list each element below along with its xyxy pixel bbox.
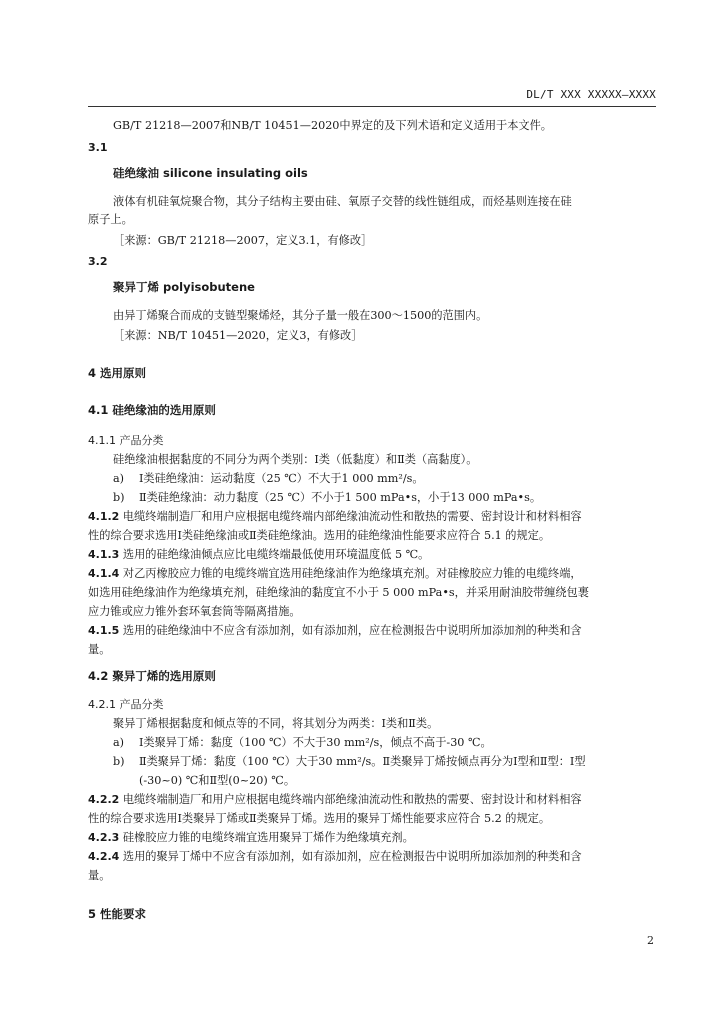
term-name-polyisobutene: 聚异丁烯 polyisobutene	[113, 280, 255, 294]
list-text: Ⅰ类硅绝缘油：运动黏度（25 ℃）不大于1 000 mm²/s。	[139, 472, 424, 485]
list-text: Ⅰ类聚异丁烯：黏度（100 ℃）不大于30 mm²/s，倾点不高于-30 ℃。	[139, 736, 492, 749]
document-code-header: DL/T XXX XXXXX—XXXX	[526, 88, 656, 101]
clause-number: 4.2.4	[88, 850, 120, 863]
clause-4-2-4-line-2: 量。	[88, 869, 111, 882]
clause-4-1-4-line-1	[88, 566, 654, 581]
clause-text: 电缆终端制造厂和用户应根据电缆终端内部绝缘油流动性和散热的需要、密封设计和材料相容	[122, 793, 582, 806]
clause-text: 选用的聚异丁烯中不应含有添加剂，如有添加剂，应在检测报告中说明所加添加剂的种类和含	[122, 850, 582, 863]
list-item-a	[113, 735, 654, 750]
header-rule	[88, 106, 656, 107]
clause-text: 对乙丙橡胶应力锥的电缆终端宜选用硅绝缘油作为绝缘填充剂。对硅橡胶应力锥的电缆终端，	[122, 567, 582, 580]
page-number: 2	[647, 934, 654, 947]
definitions-intro: GB/T 21218—2007和NB/T 10451—2020中界定的及下列术语和定义适用于本文件。	[113, 119, 552, 132]
clause-4-2-2-line-2: 性的综合要求选用Ⅰ类聚异丁烯或Ⅱ类聚异丁烯。选用的聚异丁烯性能要求应符合 5.2 的规定。	[88, 812, 551, 825]
clause-heading-4-1-1: 4.1.1 产品分类	[88, 434, 164, 447]
clause-number: 4.2.2	[88, 793, 120, 806]
clause-4-1-3	[88, 547, 654, 562]
clause-heading-4-2-1: 4.2.1 产品分类	[88, 698, 164, 711]
clause-number: 4.2.3	[88, 831, 120, 844]
clause-text: 选用的硅绝缘油倾点应比电缆终端最低使用环境温度低 5 ℃。	[122, 548, 430, 561]
term-source: ［来源：NB/T 10451—2020，定义3，有修改］	[113, 329, 363, 342]
list-label: b)	[113, 491, 125, 504]
clause-text: 电缆终端制造厂和用户应根据电缆终端内部绝缘油流动性和散热的需要、密封设计和材料相容	[122, 510, 582, 523]
clause-4-1-4-line-2: 如选用硅绝缘油作为绝缘填充剂，硅绝缘油的黏度宜不小于 5 000 mPa•s，并采用耐油胶带缠绕包裹	[88, 586, 589, 599]
list-item-a	[113, 471, 654, 486]
term-source: ［来源：GB/T 21218—2007，定义3.1，有修改］	[113, 234, 373, 247]
clause-4-2-4-line-1	[88, 849, 654, 864]
list-item-b	[113, 754, 654, 769]
term-definition-line-1: 液体有机硅氧烷聚合物，其分子结构主要由硅、氧原子交替的线性链组成，而烃基则连接在硅	[113, 195, 572, 208]
clause-text: 聚异丁烯根据黏度和倾点等的不同，将其划分为两类：Ⅰ类和Ⅱ类。	[113, 717, 439, 730]
clause-text: 硅绝缘油根据黏度的不同分为两个类别：Ⅰ类（低黏度）和Ⅱ类（高黏度）。	[113, 453, 478, 466]
term-definition-line-1: 由异丁烯聚合而成的支链型聚烯烃，其分子量一般在300～1500的范围内。	[113, 309, 488, 322]
clause-4-1-2-line-1	[88, 509, 654, 524]
term-number-3-1: 3.1	[88, 141, 108, 154]
clause-4-1-2-line-2: 性的综合要求选用Ⅰ类硅绝缘油或Ⅱ类硅绝缘油。选用的硅绝缘油性能要求应符合 5.1 的规定。	[88, 529, 551, 542]
clause-number: 4.1.4	[88, 567, 120, 580]
section-heading-5: 5 性能要求	[88, 907, 147, 921]
clause-number: 4.1.3	[88, 548, 120, 561]
list-item-b	[113, 490, 654, 505]
list-text: Ⅱ类聚异丁烯：黏度（100 ℃）大于30 mm²/s。Ⅱ类聚异丁烯按倾点再分为Ⅰ型和Ⅱ型：Ⅰ型	[139, 755, 586, 768]
list-item-b-continuation: (-30~0) ℃和Ⅱ型(0~20) ℃。	[139, 774, 296, 787]
clause-number: 4.1.5	[88, 624, 120, 637]
clause-number: 4.1.2	[88, 510, 120, 523]
clause-4-2-2-line-1	[88, 792, 654, 807]
section-heading-4-1: 4.1 硅绝缘油的选用原则	[88, 403, 216, 417]
clause-4-1-5-line-2: 量。	[88, 643, 111, 656]
section-heading-4-2: 4.2 聚异丁烯的选用原则	[88, 669, 216, 683]
term-name-silicone-oil: 硅绝缘油 silicone insulating oils	[113, 166, 308, 180]
section-heading-4: 4 选用原则	[88, 366, 147, 380]
clause-4-1-4-line-3: 应力锥或应力锥外套环氧套筒等隔离措施。	[88, 605, 301, 618]
clause-text: 选用的硅绝缘油中不应含有添加剂，如有添加剂，应在检测报告中说明所加添加剂的种类和含	[122, 624, 582, 637]
clause-text: 硅橡胶应力锥的电缆终端宜选用聚异丁烯作为绝缘填充剂。	[122, 831, 414, 844]
term-definition-line-2: 原子上。	[88, 213, 133, 226]
list-text: Ⅱ类硅绝缘油：动力黏度（25 ℃）不小于1 500 mPa•s，小于13 000 mPa•s。	[139, 491, 542, 504]
clause-4-1-5-line-1	[88, 623, 654, 638]
term-number-3-2: 3.2	[88, 255, 108, 268]
clause-4-2-3	[88, 830, 654, 845]
list-label: a)	[113, 472, 125, 485]
list-label: a)	[113, 736, 125, 749]
list-label: b)	[113, 755, 125, 768]
